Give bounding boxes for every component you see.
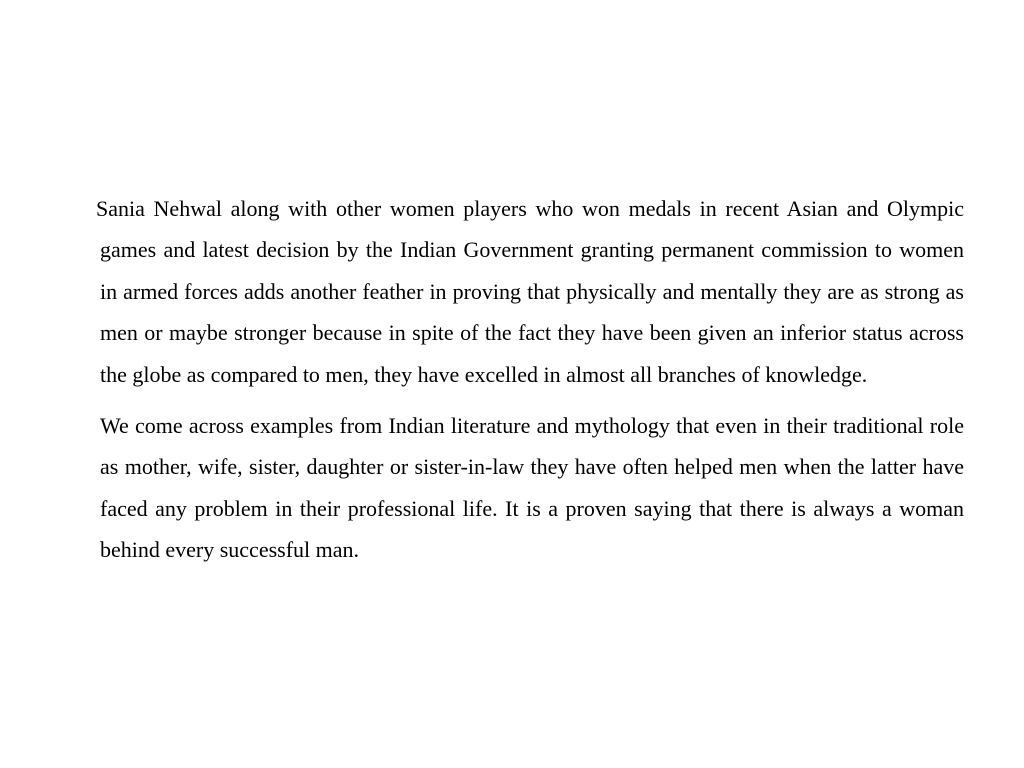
body-text (96, 188, 964, 571)
paragraph-2: We come across examples from Indian literature and mythology that even in their traditional role as mother, wife, sister, daughter or sister-in-law they have often helped men when the latter have faced any problem in their professional life. It is a proven saying that there is always a woman behind every successful man. (100, 413, 964, 563)
paragraph-1: Sania Nehwal along with other women players who won medals in recent Asian and Olympic games and latest decision by the Indian Government granting permanent commission to women in armed forces adds another feather in proving that physically and mentally they are as strong as men or maybe stronger because in spite of the fact they have been given an inferior status across the globe as compared to men, they have excelled in almost all branches of knowledge. (96, 196, 964, 387)
